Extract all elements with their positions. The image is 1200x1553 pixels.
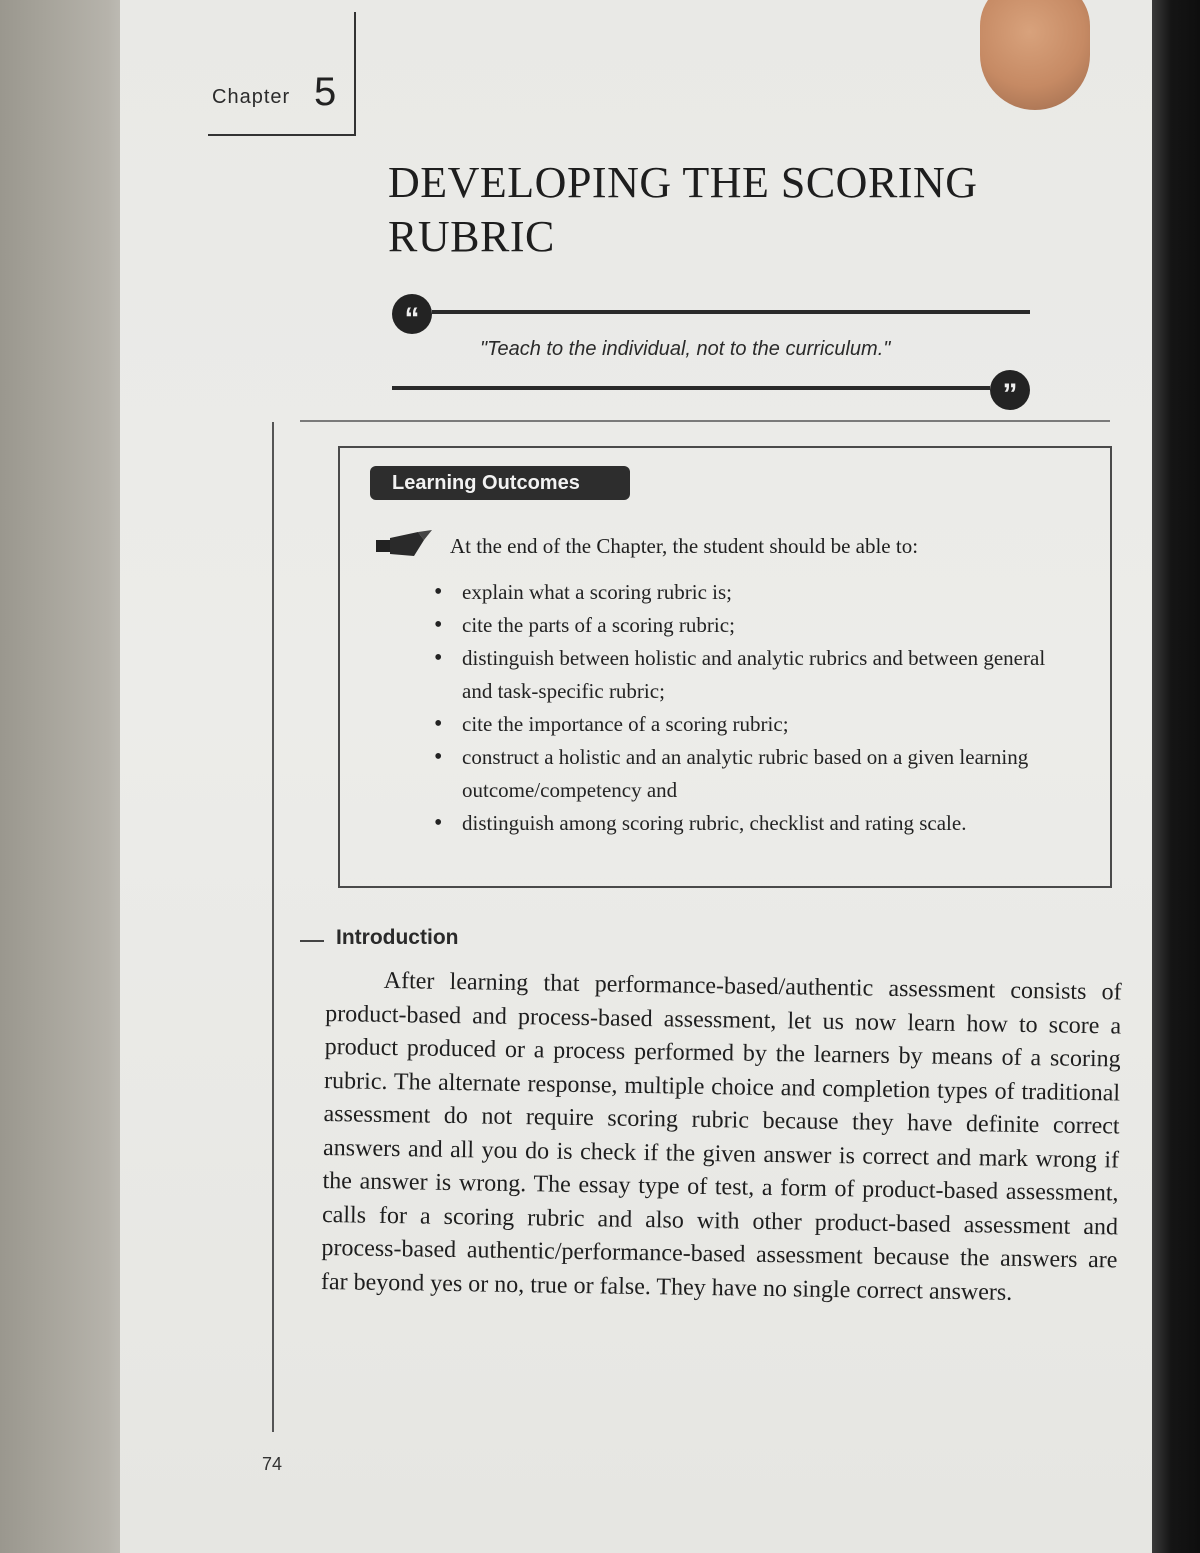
quote-bottom-rule — [392, 386, 990, 390]
introduction-dash — [300, 940, 324, 942]
learning-outcomes-lead: At the end of the Chapter, the student should be able to: — [450, 534, 919, 558]
chapter-title — [388, 156, 1028, 264]
learning-outcomes-heading: Learning Outcomes — [370, 466, 630, 500]
margin-vertical-rule — [272, 422, 274, 1432]
list-item: • construct a holistic and an analytic rubric based on a given learning outcome/competency and — [430, 741, 1080, 807]
page-number: 74 — [262, 1454, 283, 1474]
learning-outcomes-list — [430, 576, 1080, 840]
chapter-title-line-1: DEVELOPING THE SCORING — [388, 158, 978, 207]
introduction-paragraph: After learning that performance-based/authentic assessment consists of product-based and process-based assessment, let us now learn how to score a product produced or a process performed by the learners by means of a scoring rubric. The alternate response, multiple choice and completion types of traditional assessment do not require scoring rubric because they have definite correct answers and all you do is check if the given answer is correct and mark wrong if the answer is wrong. The essay type of test, a form of product-based assessment, calls for a scoring rubric and also with other product-based assessment and process-based authentic/performance-based assessment because the answers are far beyond yes or no, true or false. They have no single correct answers. — [320, 967, 1122, 1306]
list-item: • distinguish between holistic and analytic rubrics and between general and task-specific rubric; — [430, 642, 1080, 708]
dark-background-edge — [1152, 0, 1200, 1553]
quote-top-rule — [432, 310, 1030, 314]
chapter-title-line-2: RUBRIC — [388, 212, 555, 261]
close-quote-icon: ” — [990, 370, 1030, 410]
chapter-number: 5 — [314, 70, 337, 114]
introduction-heading: Introduction — [336, 926, 459, 949]
list-item: • cite the importance of a scoring rubric; — [430, 708, 1080, 741]
list-item: • distinguish among scoring rubric, checklist and rating scale. — [430, 807, 1080, 840]
open-quote-icon: “ — [392, 294, 432, 334]
epigraph-quote: "Teach to the individual, not to the curriculum." — [480, 338, 891, 360]
thumb-holding-page — [980, 0, 1090, 110]
list-item: • cite the parts of a scoring rubric; — [430, 609, 1080, 642]
section-top-rule — [300, 420, 1110, 422]
chapter-label: Chapter — [212, 86, 291, 108]
writing-hand-icon — [374, 528, 434, 562]
list-item: • explain what a scoring rubric is; — [430, 576, 1080, 609]
